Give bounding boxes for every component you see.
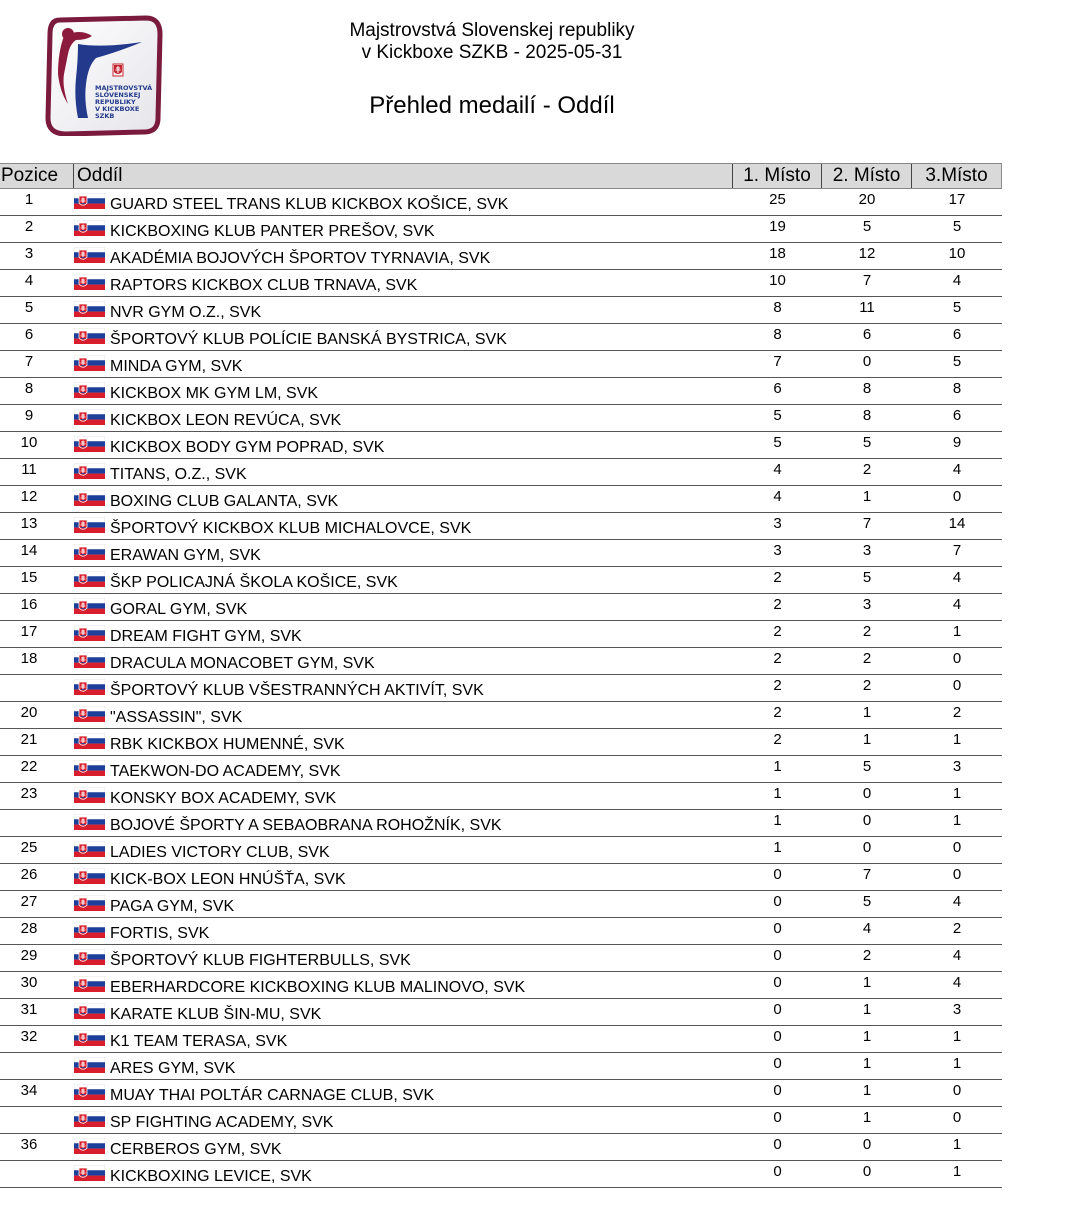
second-place-cell: 5 — [862, 758, 872, 775]
table-row — [0, 270, 1002, 297]
table-body — [0, 189, 1002, 1188]
club-name-cell: ŠPORTOVÝ KLUB FIGHTERBULLS, SVK — [110, 952, 411, 969]
club-name-cell: MUAY THAI POLTÁR CARNAGE CLUB, SVK — [110, 1087, 435, 1104]
second-place-cell: 2 — [862, 947, 872, 964]
position-cell: 15 — [20, 569, 38, 586]
second-place-cell: 11 — [859, 299, 875, 316]
svg-text:V KICKBOXE: V KICKBOXE — [95, 105, 140, 113]
slovakia-flag-icon — [74, 922, 105, 938]
slovakia-flag-icon — [74, 760, 105, 776]
slovakia-flag-icon — [74, 679, 105, 695]
table-header — [0, 163, 1002, 189]
slovakia-flag-icon — [74, 409, 105, 425]
second-place-cell: 1 — [862, 1055, 872, 1072]
first-place-cell: 0 — [773, 1028, 782, 1045]
column-header-position: Pozice — [0, 164, 74, 188]
position-cell: 11 — [21, 461, 37, 478]
second-place-cell: 3 — [862, 596, 872, 613]
third-place-cell: 0 — [952, 866, 962, 883]
position-cell: 25 — [20, 839, 38, 856]
first-place-cell: 0 — [773, 1136, 782, 1153]
second-place-cell: 5 — [862, 569, 872, 586]
position-cell: 18 — [20, 650, 38, 667]
club-name-cell: ŠKP POLICAJNÁ ŠKOLA KOŠICE, SVK — [110, 574, 398, 591]
third-place-cell: 6 — [952, 326, 962, 343]
second-place-cell: 7 — [862, 866, 872, 883]
kickboxer-logo-icon — [42, 14, 164, 136]
third-place-cell: 4 — [952, 974, 962, 991]
slovakia-flag-icon — [74, 1111, 105, 1127]
third-place-cell: 1 — [952, 812, 962, 829]
slovakia-flag-icon — [74, 571, 105, 587]
title-line-2: v Kickboxe SZKB - 2025-05-31 — [361, 42, 623, 63]
third-place-cell: 2 — [952, 704, 962, 721]
third-place-cell: 4 — [952, 272, 962, 289]
club-name-cell: FORTIS, SVK — [110, 925, 210, 942]
first-place-cell: 0 — [773, 1163, 782, 1180]
table-row — [0, 1080, 1002, 1107]
third-place-cell: 1 — [952, 623, 962, 640]
slovakia-flag-icon — [74, 436, 105, 452]
first-place-cell: 7 — [773, 353, 782, 370]
position-cell: 31 — [20, 1001, 38, 1018]
club-name-cell: KICK-BOX LEON HNÚŠŤA, SVK — [110, 871, 346, 888]
slovakia-flag-icon — [74, 193, 105, 209]
table-row — [0, 513, 1002, 540]
first-place-cell: 6 — [773, 380, 782, 397]
slovakia-flag-icon — [74, 517, 105, 533]
second-place-cell: 7 — [862, 272, 872, 289]
slovakia-flag-icon — [74, 895, 105, 911]
slovakia-flag-icon — [74, 463, 105, 479]
slovakia-flag-icon — [74, 814, 105, 830]
position-cell: 30 — [20, 974, 38, 991]
first-place-cell: 3 — [773, 542, 782, 559]
third-place-cell: 0 — [952, 650, 962, 667]
position-cell: 14 — [20, 542, 38, 559]
table-row — [0, 324, 1002, 351]
first-place-cell: 2 — [773, 677, 782, 694]
first-place-cell: 25 — [769, 191, 786, 208]
third-place-cell: 0 — [952, 839, 962, 856]
slovakia-flag-icon — [74, 1165, 105, 1181]
second-place-cell: 1 — [862, 974, 872, 991]
slovakia-flag-icon — [74, 733, 105, 749]
table-row — [0, 1026, 1002, 1053]
third-place-cell: 3 — [952, 758, 962, 775]
club-name-cell: NVR GYM O.Z., SVK — [110, 304, 262, 321]
second-place-cell: 2 — [862, 677, 872, 694]
third-place-cell: 6 — [952, 407, 962, 424]
third-place-cell: 1 — [952, 1028, 962, 1045]
slovakia-flag-icon — [74, 490, 105, 506]
first-place-cell: 1 — [773, 758, 782, 775]
position-cell: 23 — [20, 785, 38, 802]
position-cell: 9 — [24, 407, 34, 424]
third-place-cell: 1 — [952, 1163, 962, 1180]
first-place-cell: 19 — [769, 218, 786, 235]
third-place-cell: 17 — [948, 191, 966, 208]
club-name-cell: KICKBOX LEON REVÚCA, SVK — [110, 412, 342, 429]
column-header-club: Oddíl — [74, 164, 733, 188]
first-place-cell: 5 — [773, 434, 782, 451]
slovakia-flag-icon — [74, 1057, 105, 1073]
club-name-cell: CERBEROS GYM, SVK — [110, 1141, 282, 1158]
table-row — [0, 918, 1002, 945]
first-place-cell: 2 — [773, 650, 782, 667]
first-place-cell: 0 — [773, 974, 782, 991]
first-place-cell: 2 — [773, 623, 782, 640]
club-name-cell: EBERHARDCORE KICKBOXING KLUB MALINOVO, SVK — [110, 979, 526, 996]
slovakia-flag-icon — [74, 598, 105, 614]
second-place-cell: 1 — [862, 1109, 872, 1126]
second-place-cell: 7 — [862, 515, 872, 532]
slovakia-flag-icon — [74, 1003, 105, 1019]
position-cell: 16 — [20, 596, 38, 613]
table-row — [0, 864, 1002, 891]
slovakia-flag-icon — [74, 706, 105, 722]
position-cell: 13 — [20, 515, 38, 532]
first-place-cell: 8 — [773, 299, 782, 316]
position-cell: 8 — [24, 380, 34, 397]
table-row — [0, 459, 1002, 486]
club-name-cell: K1 TEAM TERASA, SVK — [110, 1033, 288, 1050]
table-row — [0, 783, 1002, 810]
first-place-cell: 5 — [773, 407, 782, 424]
position-cell: 27 — [20, 893, 38, 910]
slovakia-flag-icon — [74, 274, 105, 290]
third-place-cell: 14 — [948, 515, 966, 532]
slovakia-flag-icon — [74, 625, 105, 641]
first-place-cell: 0 — [773, 1001, 782, 1018]
third-place-cell: 0 — [952, 1082, 962, 1099]
club-name-cell: KARATE KLUB ŠIN-MU, SVK — [110, 1006, 322, 1023]
position-cell: 26 — [20, 866, 38, 883]
first-place-cell: 10 — [769, 272, 786, 289]
second-place-cell: 0 — [862, 812, 872, 829]
position-cell: 10 — [20, 434, 38, 451]
club-name-cell: LADIES VICTORY CLUB, SVK — [110, 844, 330, 861]
club-name-cell: TITANS, O.Z., SVK — [110, 466, 247, 483]
club-name-cell: SP FIGHTING ACADEMY, SVK — [110, 1114, 334, 1131]
slovakia-flag-icon — [74, 841, 105, 857]
second-place-cell: 0 — [862, 839, 872, 856]
club-name-cell: GUARD STEEL TRANS KLUB KICKBOX KOŠICE, SVK — [110, 196, 509, 213]
table-row — [0, 351, 1002, 378]
championship-logo — [42, 14, 164, 136]
first-place-cell: 0 — [773, 947, 782, 964]
club-name-cell: BOXING CLUB GALANTA, SVK — [110, 493, 339, 510]
second-place-cell: 0 — [862, 1136, 872, 1153]
first-place-cell: 2 — [773, 596, 782, 613]
position-cell: 21 — [20, 731, 38, 748]
third-place-cell: 0 — [952, 488, 962, 505]
slovakia-flag-icon — [74, 1030, 105, 1046]
club-name-cell: RAPTORS KICKBOX CLUB TRNAVA, SVK — [110, 277, 418, 294]
position-cell: 22 — [20, 758, 38, 775]
second-place-cell: 1 — [862, 704, 872, 721]
club-name-cell: "ASSASSIN", SVK — [110, 709, 243, 726]
club-name-cell: KONSKY BOX ACADEMY, SVK — [110, 790, 337, 807]
svg-text:SLOVENSKEJ: SLOVENSKEJ — [95, 91, 141, 99]
slovakia-flag-icon — [74, 328, 105, 344]
first-place-cell: 0 — [773, 866, 782, 883]
table-row — [0, 405, 1002, 432]
club-name-cell: ERAWAN GYM, SVK — [110, 547, 261, 564]
first-place-cell: 4 — [773, 461, 782, 478]
slovakia-flag-icon — [74, 787, 105, 803]
third-place-cell: 1 — [952, 785, 962, 802]
table-row — [0, 810, 1002, 837]
first-place-cell: 18 — [769, 245, 786, 262]
position-cell: 36 — [20, 1136, 38, 1153]
slovakia-flag-icon — [74, 247, 105, 263]
third-place-cell: 0 — [952, 677, 962, 694]
first-place-cell: 2 — [773, 569, 782, 586]
second-place-cell: 20 — [858, 191, 876, 208]
position-cell: 5 — [24, 299, 34, 316]
first-place-cell: 0 — [773, 1082, 782, 1099]
table-row — [0, 378, 1002, 405]
position-cell: 7 — [24, 353, 34, 370]
slovakia-flag-icon — [74, 220, 105, 236]
slovakia-flag-icon — [74, 301, 105, 317]
third-place-cell: 2 — [952, 920, 962, 937]
second-place-cell: 1 — [862, 731, 872, 748]
second-place-cell: 0 — [862, 785, 872, 802]
table-row — [0, 702, 1002, 729]
position-cell: 4 — [24, 272, 34, 289]
club-name-cell: AKADÉMIA BOJOVÝCH ŠPORTOV TYRNAVIA, SVK — [110, 250, 491, 267]
table-row — [0, 945, 1002, 972]
third-place-cell: 4 — [952, 596, 962, 613]
second-place-cell: 2 — [862, 650, 872, 667]
third-place-cell: 1 — [952, 1055, 962, 1072]
third-place-cell: 5 — [952, 299, 962, 316]
table-row — [0, 567, 1002, 594]
position-cell: 28 — [20, 920, 38, 937]
first-place-cell: 1 — [773, 812, 782, 829]
position-cell: 29 — [20, 947, 38, 964]
table-row — [0, 594, 1002, 621]
table-row — [0, 216, 1002, 243]
club-name-cell: DREAM FIGHT GYM, SVK — [110, 628, 302, 645]
second-place-cell: 0 — [862, 353, 872, 370]
table-row — [0, 1053, 1002, 1080]
third-place-cell: 4 — [952, 569, 962, 586]
table-row — [0, 621, 1002, 648]
third-place-cell: 1 — [952, 1136, 962, 1153]
first-place-cell: 2 — [773, 704, 782, 721]
second-place-cell: 1 — [862, 488, 872, 505]
second-place-cell: 3 — [862, 542, 872, 559]
svg-text:REPUBLIKY: REPUBLIKY — [95, 98, 136, 106]
second-place-cell: 8 — [862, 407, 872, 424]
third-place-cell: 9 — [952, 434, 962, 451]
slovakia-flag-icon — [74, 949, 105, 965]
second-place-cell: 6 — [862, 326, 872, 343]
first-place-cell: 8 — [773, 326, 782, 343]
table-row — [0, 675, 1002, 702]
table-row — [0, 486, 1002, 513]
second-place-cell: 5 — [862, 434, 872, 451]
third-place-cell: 0 — [952, 1109, 962, 1126]
slovakia-flag-icon — [74, 652, 105, 668]
column-header-first-place: 1. Místo — [733, 164, 822, 188]
second-place-cell: 2 — [862, 623, 872, 640]
third-place-cell: 4 — [952, 461, 962, 478]
column-header-third-place: 3.Místo — [912, 164, 1002, 188]
club-name-cell: ARES GYM, SVK — [110, 1060, 236, 1077]
club-name-cell: TAEKWON-DO ACADEMY, SVK — [110, 763, 341, 780]
slovakia-flag-icon — [74, 1138, 105, 1154]
column-header-second-place: 2. Místo — [822, 164, 912, 188]
slovakia-flag-icon — [74, 544, 105, 560]
second-place-cell: 8 — [862, 380, 872, 397]
table-row — [0, 1107, 1002, 1134]
slovakia-flag-icon — [74, 382, 105, 398]
second-place-cell: 1 — [862, 1082, 872, 1099]
medal-table — [0, 163, 1002, 1188]
first-place-cell: 3 — [773, 515, 782, 532]
first-place-cell: 0 — [773, 893, 782, 910]
first-place-cell: 1 — [773, 785, 782, 802]
position-cell: 20 — [20, 704, 38, 721]
first-place-cell: 0 — [773, 1055, 782, 1072]
third-place-cell: 7 — [952, 542, 962, 559]
table-row — [0, 1161, 1002, 1188]
third-place-cell: 3 — [952, 1001, 962, 1018]
table-row — [0, 243, 1002, 270]
club-name-cell: ŠPORTOVÝ KICKBOX KLUB MICHALOVCE, SVK — [110, 520, 472, 537]
first-place-cell: 4 — [773, 488, 782, 505]
club-name-cell: GORAL GYM, SVK — [110, 601, 248, 618]
position-cell: 12 — [20, 488, 38, 505]
third-place-cell: 1 — [952, 731, 962, 748]
club-name-cell: KICKBOXING KLUB PANTER PREŠOV, SVK — [110, 223, 435, 240]
position-cell: 34 — [20, 1082, 38, 1099]
first-place-cell: 0 — [773, 920, 782, 937]
svg-text:MAJSTROVSTVÁ: MAJSTROVSTVÁ — [95, 84, 153, 92]
title-line-1: Majstrovstvá Slovenskej republiky — [349, 20, 635, 41]
table-row — [0, 189, 1002, 216]
club-name-cell: BOJOVÉ ŠPORTY A SEBAOBRANA ROHOŽNÍK, SVK — [110, 817, 502, 834]
slovakia-flag-icon — [74, 355, 105, 371]
club-name-cell: MINDA GYM, SVK — [110, 358, 243, 375]
position-cell: 3 — [24, 245, 34, 262]
table-row — [0, 891, 1002, 918]
second-place-cell: 2 — [862, 461, 872, 478]
club-name-cell: KICKBOXING LEVICE, SVK — [110, 1168, 312, 1185]
table-row — [0, 837, 1002, 864]
position-cell: 1 — [24, 191, 34, 208]
position-cell: 17 — [20, 623, 38, 640]
second-place-cell: 12 — [858, 245, 876, 262]
club-name-cell: ŠPORTOVÝ KLUB VŠESTRANNÝCH AKTIVÍT, SVK — [110, 682, 484, 699]
second-place-cell: 0 — [862, 1163, 872, 1180]
third-place-cell: 5 — [952, 218, 962, 235]
table-row — [0, 972, 1002, 999]
slovakia-flag-icon — [74, 1084, 105, 1100]
second-place-cell: 1 — [862, 1001, 872, 1018]
slovakia-flag-icon — [74, 868, 105, 884]
table-row — [0, 297, 1002, 324]
table-row — [0, 729, 1002, 756]
club-name-cell: KICKBOX MK GYM LM, SVK — [110, 385, 319, 402]
third-place-cell: 8 — [952, 380, 962, 397]
first-place-cell: 0 — [773, 1109, 782, 1126]
club-name-cell: PAGA GYM, SVK — [110, 898, 235, 915]
club-name-cell: RBK KICKBOX HUMENNÉ, SVK — [110, 736, 345, 753]
club-name-cell: KICKBOX BODY GYM POPRAD, SVK — [110, 439, 385, 456]
page-header — [290, 20, 694, 120]
second-place-cell: 5 — [862, 218, 872, 235]
club-name-cell: DRACULA MONACOBET GYM, SVK — [110, 655, 375, 672]
table-row — [0, 432, 1002, 459]
second-place-cell: 1 — [862, 1028, 872, 1045]
club-name-cell: ŠPORTOVÝ KLUB POLÍCIE BANSKÁ BYSTRICA, SVK — [110, 331, 507, 348]
svg-text:SZKB: SZKB — [95, 112, 115, 120]
position-cell: 6 — [24, 326, 34, 343]
third-place-cell: 4 — [952, 947, 962, 964]
table-row — [0, 756, 1002, 783]
slovakia-flag-icon — [74, 976, 105, 992]
second-place-cell: 4 — [862, 920, 872, 937]
table-row — [0, 999, 1002, 1026]
page-subtitle: Přehled medailí - Oddíl — [369, 92, 615, 119]
table-row — [0, 648, 1002, 675]
first-place-cell: 2 — [773, 731, 782, 748]
position-cell: 32 — [20, 1028, 38, 1045]
third-place-cell: 5 — [952, 353, 962, 370]
table-row — [0, 540, 1002, 567]
position-cell: 2 — [24, 218, 34, 235]
table-row — [0, 1134, 1002, 1161]
first-place-cell: 1 — [773, 839, 782, 856]
second-place-cell: 5 — [862, 893, 872, 910]
third-place-cell: 10 — [948, 245, 966, 262]
third-place-cell: 4 — [952, 893, 962, 910]
